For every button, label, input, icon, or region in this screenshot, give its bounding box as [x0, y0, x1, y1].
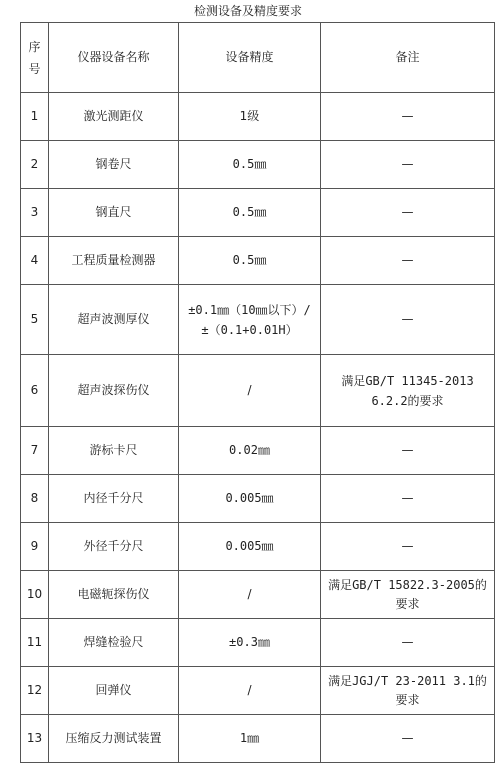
row-no: 6 [21, 355, 49, 427]
row-no: 10 [21, 571, 49, 619]
table-row [21, 237, 495, 285]
row-precision: 0.5㎜ [179, 141, 321, 189]
row-precision: 1㎜ [179, 715, 321, 763]
row-precision: ±0.3㎜ [179, 619, 321, 667]
header-row [21, 23, 495, 93]
row-no: 5 [21, 285, 49, 355]
row-remark: — [321, 523, 495, 571]
table-row [21, 667, 495, 715]
row-precision: 0.5㎜ [179, 189, 321, 237]
row-remark: — [321, 475, 495, 523]
row-precision: 0.02㎜ [179, 427, 321, 475]
table-row [21, 427, 495, 475]
row-remark: — [321, 285, 495, 355]
row-name: 压缩反力测试装置 [49, 715, 179, 763]
table-row [21, 523, 495, 571]
header-no: 序号 [21, 23, 49, 93]
table-row [21, 141, 495, 189]
row-no: 1 [21, 93, 49, 141]
row-name: 钢卷尺 [49, 141, 179, 189]
row-name: 钢直尺 [49, 189, 179, 237]
table-row [21, 189, 495, 237]
row-no: 12 [21, 667, 49, 715]
row-remark: — [321, 715, 495, 763]
row-remark: — [321, 189, 495, 237]
row-no: 8 [21, 475, 49, 523]
row-remark: — [321, 619, 495, 667]
table-row [21, 93, 495, 141]
row-precision: 0.5㎜ [179, 237, 321, 285]
equipment-table [20, 22, 495, 763]
row-remark: — [321, 427, 495, 475]
row-remark: 满足JGJ/T 23-2011 3.1的要求 [321, 667, 495, 715]
row-no: 11 [21, 619, 49, 667]
row-remark: 满足GB/T 11345-2013 6.2.2的要求 [321, 355, 495, 427]
row-remark: — [321, 141, 495, 189]
row-name: 超声波测厚仪 [49, 285, 179, 355]
row-no: 13 [21, 715, 49, 763]
row-name: 电磁轭探伤仪 [49, 571, 179, 619]
row-no: 2 [21, 141, 49, 189]
row-remark: — [321, 93, 495, 141]
row-name: 内径千分尺 [49, 475, 179, 523]
row-precision: ±0.1㎜（10㎜以下）/ ±（0.1+0.01H） [179, 285, 321, 355]
table-row [21, 475, 495, 523]
header-precision: 设备精度 [179, 23, 321, 93]
row-no: 7 [21, 427, 49, 475]
row-remark: — [321, 237, 495, 285]
row-no: 3 [21, 189, 49, 237]
row-precision: 0.005㎜ [179, 523, 321, 571]
table-caption: 检测设备及精度要求 [193, 4, 302, 18]
table-row [21, 715, 495, 763]
row-name: 焊缝检验尺 [49, 619, 179, 667]
row-name: 回弹仪 [49, 667, 179, 715]
row-name: 超声波探伤仪 [49, 355, 179, 427]
row-name: 游标卡尺 [49, 427, 179, 475]
table-row [21, 571, 495, 619]
row-precision: 0.005㎜ [179, 475, 321, 523]
row-name: 外径千分尺 [49, 523, 179, 571]
table-row [21, 619, 495, 667]
row-name: 工程质量检测器 [49, 237, 179, 285]
row-precision: 1级 [179, 93, 321, 141]
table-row [21, 355, 495, 427]
header-name: 仪器设备名称 [49, 23, 179, 93]
row-precision: / [179, 355, 321, 427]
row-name: 激光测距仪 [49, 93, 179, 141]
header-remark: 备注 [321, 23, 495, 93]
row-no: 4 [21, 237, 49, 285]
row-precision: / [179, 571, 321, 619]
row-remark: 满足GB/T 15822.3-2005的要求 [321, 571, 495, 619]
table-row [21, 285, 495, 355]
row-no: 9 [21, 523, 49, 571]
row-precision: / [179, 667, 321, 715]
